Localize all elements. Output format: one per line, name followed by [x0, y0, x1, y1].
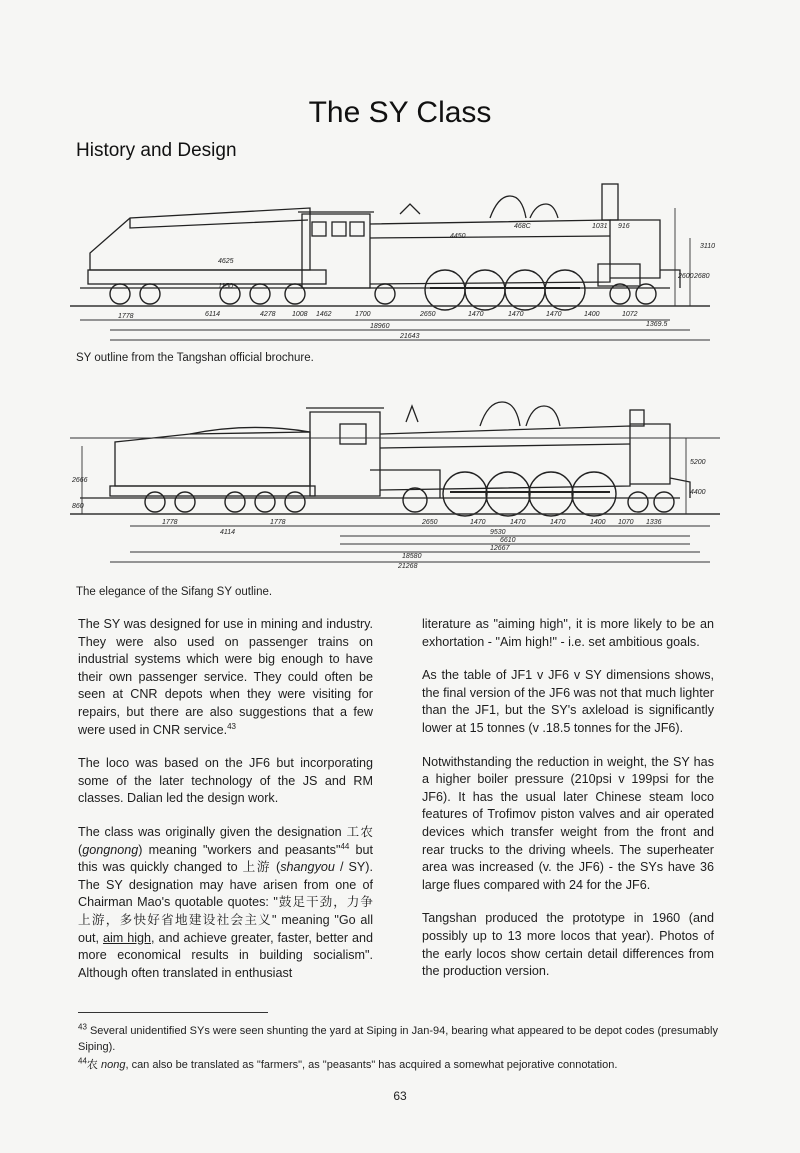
- dim-label: 1400: [590, 519, 606, 526]
- dim-label: 916: [618, 223, 630, 230]
- dim-label: 4625: [218, 258, 234, 265]
- dim-label: 1150: [218, 283, 234, 290]
- dim-label: 1470: [470, 519, 486, 526]
- dim-label: 1700: [355, 311, 371, 318]
- dim-label: 18580: [402, 553, 422, 560]
- dim-label: 860: [72, 503, 84, 510]
- dim-label: 1369.5: [646, 321, 668, 328]
- dim-label: 1470: [468, 311, 484, 318]
- dim-label: 4278: [260, 311, 276, 318]
- dim-label: 5200: [690, 459, 706, 466]
- dim-label: 1008: [292, 311, 308, 318]
- dim-label: 21643: [400, 333, 420, 340]
- dim-label: 12667: [490, 545, 510, 552]
- dim-label: 1470: [546, 311, 562, 318]
- paragraph: Tangshan produced the prototype in 1960 (and possibly up to 13 more locos that year). Photos of the early locos show certain detail differences from the production version.: [422, 911, 714, 979]
- paragraph: The SY was designed for use in mining and industry. They were also used on passenger trains on industrial systems which were big enough to have their own passenger service. They could often be seen at CNR depots when they were visiting for repairs, but there are also suggestions that a few were used in CNR service.$^{43}$: [78, 617, 373, 737]
- paragraph: The class was originally given the designation 工农 (gongnong) meaning "workers and peasants"$^{44}$ but this was quickly changed to 上游 (shangyou / SY). The SY designation may have arisen from one of Chairman Mao's quotable quotes: "鼓足干劲，力争上游，多快好省地建设社会主义" meaning "Go all out, aim high, and achieve greater, faster, better and more economical results in building socialism". Although often translated in enthusiast: [78, 824, 374, 980]
- dim-label: 3110: [700, 243, 716, 250]
- dim-label: 1462: [316, 311, 332, 318]
- dim-label: 1400: [584, 311, 600, 318]
- dim-label: 2600: [678, 273, 694, 280]
- dim-label: 1072: [622, 311, 638, 318]
- paragraph: literature as "aiming high", it is more likely to be an exhortation - "Aim high!" - i.e. set ambitious goals.: [422, 617, 714, 649]
- dim-label: 1778: [118, 313, 134, 320]
- dim-label: 1470: [510, 519, 526, 526]
- dim-label: 2650: [420, 311, 436, 318]
- figure-tangshan-outline: [70, 178, 720, 343]
- dim-label: 4450: [450, 233, 466, 240]
- footnotes: [78, 1023, 718, 1075]
- paragraph: Notwithstanding the reduction in weight, the SY has a higher boiler pressure (210psi v 199psi for the JF6). It has the usual later Chinese steam loco features of Trofimov piston valves and air operated devices which transfer weight from the front and rear trucks to the driving wheels. The superheater area was increased (v. the JF6) - the SYs have 36 large flues compared with 24 for the JF6.: [422, 754, 714, 892]
- body-right-column: [422, 616, 714, 997]
- dim-label: 1336: [646, 519, 662, 526]
- dim-label: 4114: [220, 529, 236, 536]
- dim-label: 2666: [72, 477, 88, 484]
- dim-label: 1470: [508, 311, 524, 318]
- dim-label: 9530: [490, 529, 506, 536]
- dim-label: 2680: [694, 273, 710, 280]
- footnote-ref[interactable]: 43: [227, 721, 236, 731]
- footnote-43: $^{43}$ Several unidentified SYs were seen shunting the yard at Siping in Jan-94, bearing what appeared to be depot codes (presumably Siping).: [78, 1022, 718, 1053]
- body-left-column: [78, 616, 373, 998]
- dim-label: 468C: [514, 223, 531, 230]
- dim-label: 1470: [550, 519, 566, 526]
- figure1-caption: SY outline from the Tangshan official brochure.: [76, 352, 314, 364]
- dim-label: 2650: [422, 519, 438, 526]
- dim-label: 18960: [370, 323, 390, 330]
- figure-sifang-outline: [70, 386, 720, 570]
- dim-label: 1031: [592, 223, 608, 230]
- dim-label: 1778: [270, 519, 286, 526]
- dim-label: 1070: [618, 519, 634, 526]
- dim-label: 1778: [162, 519, 178, 526]
- section-heading: History and Design: [76, 140, 237, 161]
- paragraph: As the table of JF1 v JF6 v SY dimensions shows, the final version of the JF6 was not that much lighter than the JF1, but the SY's axleload is significantly lower at 15 tonnes (v .18.5 tonnes for the JF6).: [422, 668, 714, 735]
- dim-label: 6114: [205, 311, 221, 318]
- footnote-ref[interactable]: 44: [340, 841, 350, 851]
- dim-label: 6610: [500, 537, 516, 544]
- dim-label: 4400: [690, 489, 706, 496]
- page-number: 63: [393, 1089, 407, 1103]
- footnote-divider: [78, 1012, 268, 1013]
- page-title: The SY Class: [308, 96, 492, 129]
- figure2-caption: The elegance of the Sifang SY outline.: [76, 586, 273, 598]
- paragraph: The loco was based on the JF6 but incorporating some of the later technology of the JS and RM classes. Dalian led the design work.: [78, 756, 373, 806]
- footnote-44: $^{44}$农 nong, can also be translated as "farmers", as "peasants" has acquired a somewhat pejorative connotation.: [78, 1056, 618, 1071]
- dim-label: 21268: [398, 563, 418, 570]
